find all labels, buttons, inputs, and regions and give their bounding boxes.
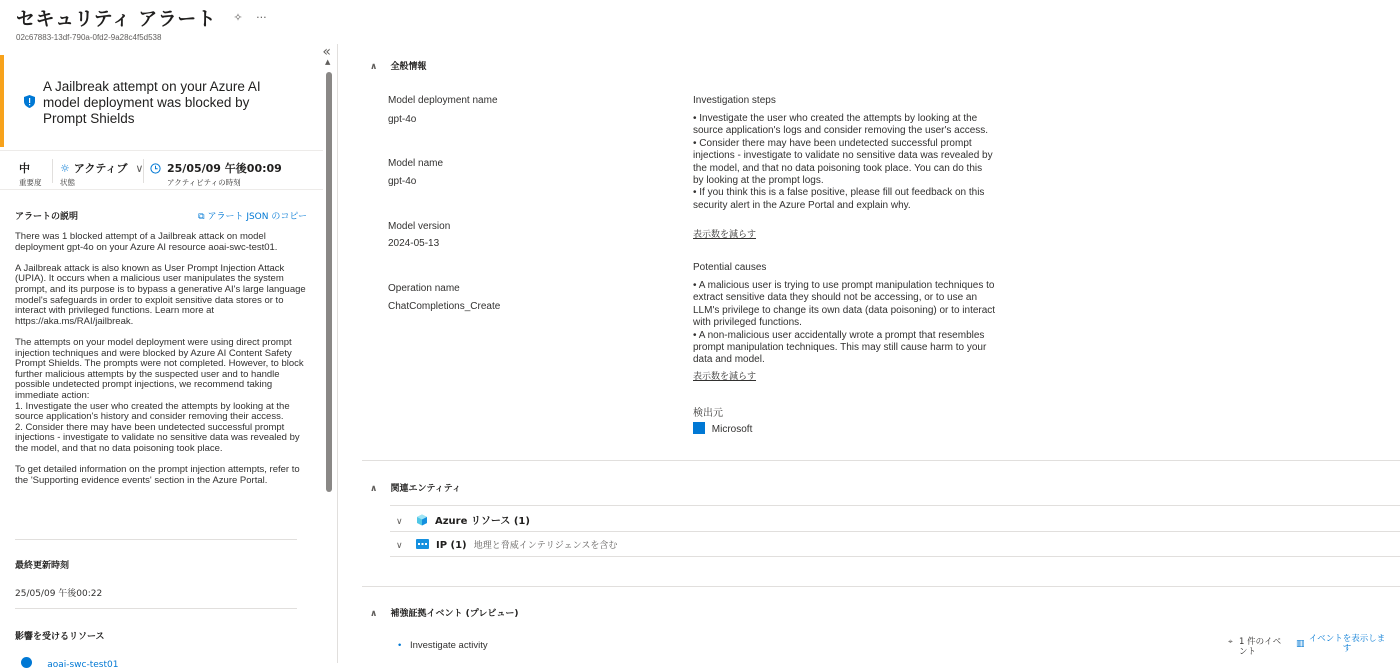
divider — [15, 539, 297, 540]
activity-time — [150, 160, 282, 188]
general-info-header[interactable] — [370, 59, 426, 72]
divider — [143, 159, 144, 183]
clock-icon — [150, 163, 161, 174]
network-icon — [416, 539, 429, 549]
supporting-evidence-title: 補強証拠イベント (プレビュー) — [390, 609, 519, 619]
collapse-panel-icon[interactable]: « — [322, 44, 331, 60]
copy-icon: ⧉ — [198, 212, 205, 222]
scroll-up-icon[interactable]: ▲ — [325, 58, 331, 66]
pin-icon[interactable]: ✧ — [233, 11, 243, 24]
supporting-evidence-header[interactable] — [370, 606, 518, 619]
description-title: アラートの説明 — [15, 212, 79, 222]
detected-by-title: 検出元 — [693, 408, 723, 419]
scrollbar-thumb[interactable] — [326, 72, 332, 492]
chevron-down-icon[interactable]: ∨ — [135, 162, 144, 175]
alert-card — [0, 55, 323, 147]
detected-by — [693, 422, 752, 435]
more-icon[interactable]: ··· — [256, 11, 267, 24]
event-count-label: 1 件のイベント — [1239, 637, 1282, 657]
potential-causes-text: • A malicious user is trying to use prompt manipulation techniques to extract sensitive data they should not be accessing, or to use an LLM's privilege to change its own data (data poisoning) or to interact with privileged functions. • A non-malicious user accidentally wrote a prompt that resembles prompt manipulation techniques. This may still cause harm to your data and model. — [693, 280, 996, 366]
entity-label: IP (1) — [435, 540, 467, 551]
divider — [15, 608, 297, 609]
cube-icon — [416, 514, 428, 526]
field-value: gpt-4o — [388, 114, 417, 125]
last-updated-section — [15, 558, 307, 599]
last-updated-value: 25/05/09 午後00:22 — [15, 589, 103, 599]
evidence-item — [398, 640, 488, 651]
detected-by-value: Microsoft — [711, 424, 753, 435]
general-info-title: 全般情報 — [390, 62, 427, 72]
alert-id: 02c67883-13df-790a-0fd2-9a28c4f5d538 — [16, 33, 162, 42]
evidence-item-label: Investigate activity — [409, 640, 488, 651]
field-label: Model name — [388, 158, 444, 169]
related-entities-header[interactable] — [370, 481, 461, 494]
field-label: Model version — [388, 221, 451, 232]
windows-logo-icon — [693, 422, 705, 434]
potential-causes-title: Potential causes — [693, 262, 767, 273]
scrollbar[interactable] — [325, 58, 333, 663]
chevron-up-icon[interactable]: ∧ — [370, 62, 378, 72]
bullet-icon: • — [398, 640, 402, 651]
entity-row-azure-resource[interactable] — [390, 505, 1400, 531]
time-value: 25/05/09 午後00:09 — [167, 162, 282, 175]
alert-details-panel — [0, 44, 338, 670]
view-events-label: イベントを表示します — [1308, 634, 1386, 654]
divider — [362, 586, 1400, 587]
alert-description-section — [15, 209, 307, 486]
status-value: アクティブ — [73, 162, 128, 175]
related-entities-title: 関連エンティティ — [390, 484, 462, 494]
event-count — [1228, 638, 1288, 657]
status-dropdown[interactable] — [60, 160, 143, 188]
field-label: Model deployment name — [388, 95, 498, 106]
divider — [362, 460, 1400, 461]
alert-title: A Jailbreak attempt on your Azure AI model deployment was blocked by Prompt Shields — [43, 79, 261, 126]
time-label: アクティビティの時刻 — [167, 178, 241, 187]
severity — [19, 160, 42, 188]
chevron-up-icon[interactable]: ∧ — [370, 609, 378, 619]
investigation-steps-title: Investigation steps — [693, 95, 776, 106]
affected-title: 影響を受けるリソース — [15, 632, 105, 642]
field-value: ChatCompletions_Create — [388, 301, 501, 312]
last-updated-title: 最終更新時刻 — [15, 561, 70, 571]
shield-icon — [24, 95, 35, 108]
page-header — [16, 4, 277, 42]
alert-main-content — [362, 44, 1400, 663]
entity-note: 地理と脅威インテリジェンスを含む — [473, 541, 618, 551]
chevron-up-icon[interactable]: ∧ — [370, 484, 378, 494]
copy-json-button[interactable] — [198, 209, 307, 222]
alert-status-row — [0, 150, 323, 190]
divider — [52, 159, 53, 183]
description-text: There was 1 blocked attempt of a Jailbreak attack on model deployment gpt-4o on your Azure AI resource aoai-swc-test01. A Jailbreak attack is also known as User Prompt Injection Attack (UPIA). It occurs when a malicious user manipulates the system prompt, and its purpose is to bypass a generative AI's large language model's safeguards in order to exploit sensitive data stores or to interact with privileged functions. Learn more at https://aka.ms/RAI/jailbreak. The attempts on your model deployment were using direct prompt injection techniques and were blocked by Azure AI Content Safety Prompt Shields. The prompts were not completed. However, to block further malicious attempts by the suspected user and to handle possible undetected prompt injections, we recommend taking immediate action: 1. Investigate the user who created the attempts by looking at the source application's history and consider removing their access. 2. Consider there may have been undetected successful prompt injections - investigate to validate no sensitive data was revealed by the model, and that no data poisoning took place. To get detailed information on the prompt injection attempts, refer to the 'Supporting evidence events' section in the Azure Portal. — [15, 231, 306, 486]
severity-label: 重要度 — [19, 178, 42, 187]
affected-resource-link[interactable]: aoai-swc-test01 — [47, 660, 119, 670]
event-icon: ⌖ — [1228, 637, 1233, 647]
page-title: セキュリティ アラート — [16, 8, 217, 30]
field-value: gpt-4o — [388, 176, 417, 187]
active-status-icon: ☼ — [60, 162, 70, 175]
investigation-steps-text: • Investigate the user who created the attempts by looking at the source application's logs and consider removing the user's access. • Consider there may have been undetected successful prompt injections - investigate to validate no sensitive data was revealed by the model, and that no data poisoning took place. You can do this by looking at the prompt logs. • If you think this is a false positive, please fill out feedback on this security alert in the Azure Portal and explain why. — [693, 113, 993, 211]
table-icon: ▥ — [1296, 639, 1305, 649]
entity-label: Azure リソース (1) — [434, 516, 530, 527]
chevron-down-icon[interactable]: ∨ — [396, 517, 403, 527]
show-less-link[interactable]: 表示数を減らす — [693, 230, 757, 240]
status-label: 状態 — [60, 178, 75, 187]
view-events-button[interactable] — [1296, 634, 1386, 654]
field-label: Operation name — [388, 283, 460, 294]
affected-resource-section — [15, 629, 307, 670]
copy-json-label: アラート JSON のコピー — [207, 212, 307, 222]
show-less-link[interactable]: 表示数を減らす — [693, 372, 757, 382]
entity-row-ip[interactable] — [390, 531, 1400, 557]
field-value: 2024-05-13 — [388, 238, 440, 249]
chevron-down-icon[interactable]: ∨ — [396, 541, 403, 551]
resource-icon — [21, 657, 32, 668]
severity-value: 中 — [19, 162, 30, 175]
